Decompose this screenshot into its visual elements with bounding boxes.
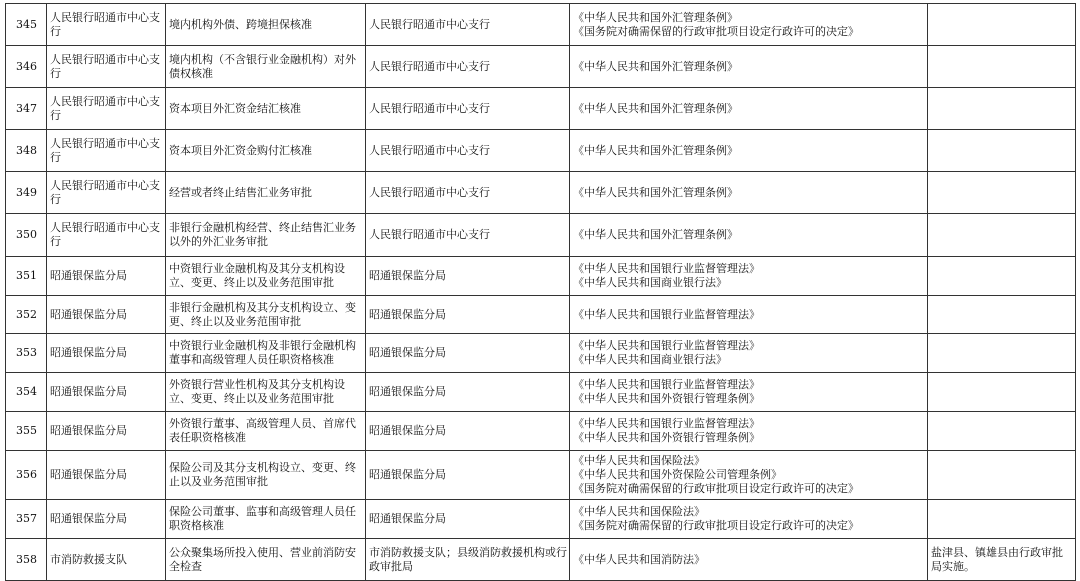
department-cell: 人民银行昭通市中心支行: [47, 4, 166, 46]
department-cell: 人民银行昭通市中心支行: [47, 214, 166, 257]
item-name-cell: 资本项目外汇资金购付汇核准: [166, 130, 366, 172]
item-name-cell: 中资银行业金融机构及其分支机构设立、变更、终止以及业务范围审批: [166, 257, 366, 296]
department-cell: 人民银行昭通市中心支行: [47, 46, 166, 88]
legal-basis-line: 《中华人民共和国商业银行法》: [573, 276, 727, 289]
row-number: 346: [6, 46, 47, 88]
item-name-cell: 保险公司及其分支机构设立、变更、终止以及业务范围审批: [166, 451, 366, 500]
remark-cell: [928, 4, 1076, 46]
item-name-cell: 外资银行董事、高级管理人员、首席代表任职资格核准: [166, 412, 366, 451]
legal-basis-line: 《中华人民共和国银行业监督管理法》: [573, 307, 760, 321]
implementing-body-cell: 昭通银保监分局: [366, 500, 570, 539]
item-name-cell: 境内机构外债、跨境担保核准: [166, 4, 366, 46]
remark-cell: [928, 296, 1076, 334]
row-number: 358: [6, 539, 47, 581]
legal-basis-cell: [570, 172, 928, 214]
department-cell: 昭通银保监分局: [47, 373, 166, 412]
legal-basis-cell: [570, 88, 928, 130]
department-cell: 昭通银保监分局: [47, 451, 166, 500]
legal-basis-line: 《中华人民共和国银行业监督管理法》: [573, 417, 760, 430]
row-number: 357: [6, 500, 47, 539]
row-number: 352: [6, 296, 47, 334]
legal-basis-cell: [570, 451, 928, 500]
department-cell: 市消防救援支队: [47, 539, 166, 581]
legal-basis-line: 《中华人民共和国消防法》: [573, 552, 705, 566]
legal-basis-cell: [570, 214, 928, 257]
implementing-body-cell: 人民银行昭通市中心支行: [366, 172, 570, 214]
implementing-body-cell: 人民银行昭通市中心支行: [366, 4, 570, 46]
row-number: 351: [6, 257, 47, 296]
remark-cell: [928, 334, 1076, 373]
implementing-body-cell: 人民银行昭通市中心支行: [366, 88, 570, 130]
table-row: [6, 257, 1076, 296]
legal-basis-line: 《中华人民共和国外汇管理条例》: [573, 101, 738, 115]
implementing-body-cell: 昭通银保监分局: [366, 296, 570, 334]
legal-basis-line: 《中华人民共和国银行业监督管理法》: [573, 378, 760, 391]
row-number: 347: [6, 88, 47, 130]
table-body: [6, 4, 1076, 581]
item-name-cell: 外资银行营业性机构及其分支机构设立、变更、终止以及业务范围审批: [166, 373, 366, 412]
remark-cell: [928, 500, 1076, 539]
implementing-body-cell: 昭通银保监分局: [366, 451, 570, 500]
table-row: [6, 4, 1076, 46]
legal-basis-cell: [570, 4, 928, 46]
row-number: 350: [6, 214, 47, 257]
remark-cell: [928, 88, 1076, 130]
implementing-body-cell: 昭通银保监分局: [366, 334, 570, 373]
item-name-cell: 资本项目外汇资金结汇核准: [166, 88, 366, 130]
remark-cell: [928, 451, 1076, 500]
item-name-cell: 非银行金融机构及其分支机构设立、变更、终止以及业务范围审批: [166, 296, 366, 334]
row-number: 356: [6, 451, 47, 500]
implementing-body-cell: 人民银行昭通市中心支行: [366, 130, 570, 172]
table-row: [6, 296, 1076, 334]
department-cell: 昭通银保监分局: [47, 412, 166, 451]
item-name-cell: 中资银行业金融机构及非银行金融机构董事和高级管理人员任职资格核准: [166, 334, 366, 373]
legal-basis-cell: [570, 296, 928, 334]
row-number: 355: [6, 412, 47, 451]
legal-basis-cell: [570, 130, 928, 172]
legal-basis-cell: [570, 500, 928, 539]
table-row: [6, 500, 1076, 539]
table-row: [6, 412, 1076, 451]
table-row: [6, 172, 1076, 214]
department-cell: 昭通银保监分局: [47, 257, 166, 296]
table-row: [6, 373, 1076, 412]
remark-cell: [928, 172, 1076, 214]
implementing-body-cell: 昭通银保监分局: [366, 412, 570, 451]
legal-basis-line: 《中华人民共和国外汇管理条例》: [573, 185, 738, 199]
remark-cell: [928, 46, 1076, 88]
department-cell: 人民银行昭通市中心支行: [47, 172, 166, 214]
remark-cell: [928, 214, 1076, 257]
table-row: [6, 451, 1076, 500]
legal-basis-line: 《中华人民共和国外汇管理条例》: [573, 10, 738, 24]
table-row: [6, 46, 1076, 88]
table-row: [6, 88, 1076, 130]
item-name-cell: 非银行金融机构经营、终止结售汇业务以外的外汇业务审批: [166, 214, 366, 257]
row-number: 345: [6, 4, 47, 46]
legal-basis-line: 《中华人民共和国外汇管理条例》: [573, 228, 738, 241]
legal-basis-line: 《中华人民共和国外汇管理条例》: [573, 143, 738, 157]
row-number: 353: [6, 334, 47, 373]
legal-basis-cell: [570, 257, 928, 296]
row-number: 354: [6, 373, 47, 412]
item-name-cell: 公众聚集场所投入使用、营业前消防安全检查: [166, 539, 366, 581]
remark-cell: [928, 130, 1076, 172]
item-name-cell: 境内机构（不含银行业金融机构）对外债权核准: [166, 46, 366, 88]
remark-cell: [928, 412, 1076, 451]
legal-basis-cell: [570, 334, 928, 373]
legal-basis-line: 《中华人民共和国外资银行管理条例》: [573, 392, 760, 405]
table-row: [6, 130, 1076, 172]
legal-basis-line: 《中华人民共和国外资保险公司管理条例》: [573, 468, 782, 481]
item-name-cell: 保险公司董事、监事和高级管理人员任职资格核准: [166, 500, 366, 539]
remark-cell: [928, 257, 1076, 296]
department-cell: 昭通银保监分局: [47, 334, 166, 373]
table-row: [6, 539, 1076, 581]
implementing-body-cell: 人民银行昭通市中心支行: [366, 214, 570, 257]
legal-basis-line: 《中华人民共和国银行业监督管理法》: [573, 262, 760, 275]
approval-items-table: [5, 3, 1076, 581]
legal-basis-cell: [570, 412, 928, 451]
department-cell: 人民银行昭通市中心支行: [47, 88, 166, 130]
legal-basis-line: 《国务院对确需保留的行政审批项目设定行政许可的决定》: [573, 482, 859, 495]
item-name-cell: 经营或者终止结售汇业务审批: [166, 172, 366, 214]
implementing-body-cell: 昭通银保监分局: [366, 257, 570, 296]
row-number: 349: [6, 172, 47, 214]
legal-basis-line: 《中华人民共和国银行业监督管理法》: [573, 339, 760, 352]
legal-basis-line: 《中华人民共和国保险法》: [573, 454, 705, 467]
implementing-body-cell: 人民银行昭通市中心支行: [366, 46, 570, 88]
legal-basis-line: 《中华人民共和国商业银行法》: [573, 353, 727, 366]
department-cell: 昭通银保监分局: [47, 500, 166, 539]
legal-basis-line: 《中华人民共和国保险法》: [573, 505, 705, 518]
legal-basis-line: 《中华人民共和国外汇管理条例》: [573, 59, 738, 73]
legal-basis-line: 《国务院对确需保留的行政审批项目设定行政许可的决定》: [573, 24, 859, 38]
table-row: [6, 214, 1076, 257]
table-row: [6, 334, 1076, 373]
legal-basis-cell: [570, 539, 928, 581]
legal-basis-cell: [570, 46, 928, 88]
remark-cell: 盐津县、镇雄县由行政审批局实施。: [928, 539, 1076, 581]
implementing-body-cell: 昭通银保监分局: [366, 373, 570, 412]
department-cell: 人民银行昭通市中心支行: [47, 130, 166, 172]
implementing-body-cell: 市消防救援支队；县级消防救援机构或行政审批局: [366, 539, 570, 581]
legal-basis-line: 《国务院对确需保留的行政审批项目设定行政许可的决定》: [573, 519, 859, 532]
legal-basis-line: 《中华人民共和国外资银行管理条例》: [573, 431, 760, 444]
remark-cell: [928, 373, 1076, 412]
row-number: 348: [6, 130, 47, 172]
department-cell: 昭通银保监分局: [47, 296, 166, 334]
legal-basis-cell: [570, 373, 928, 412]
